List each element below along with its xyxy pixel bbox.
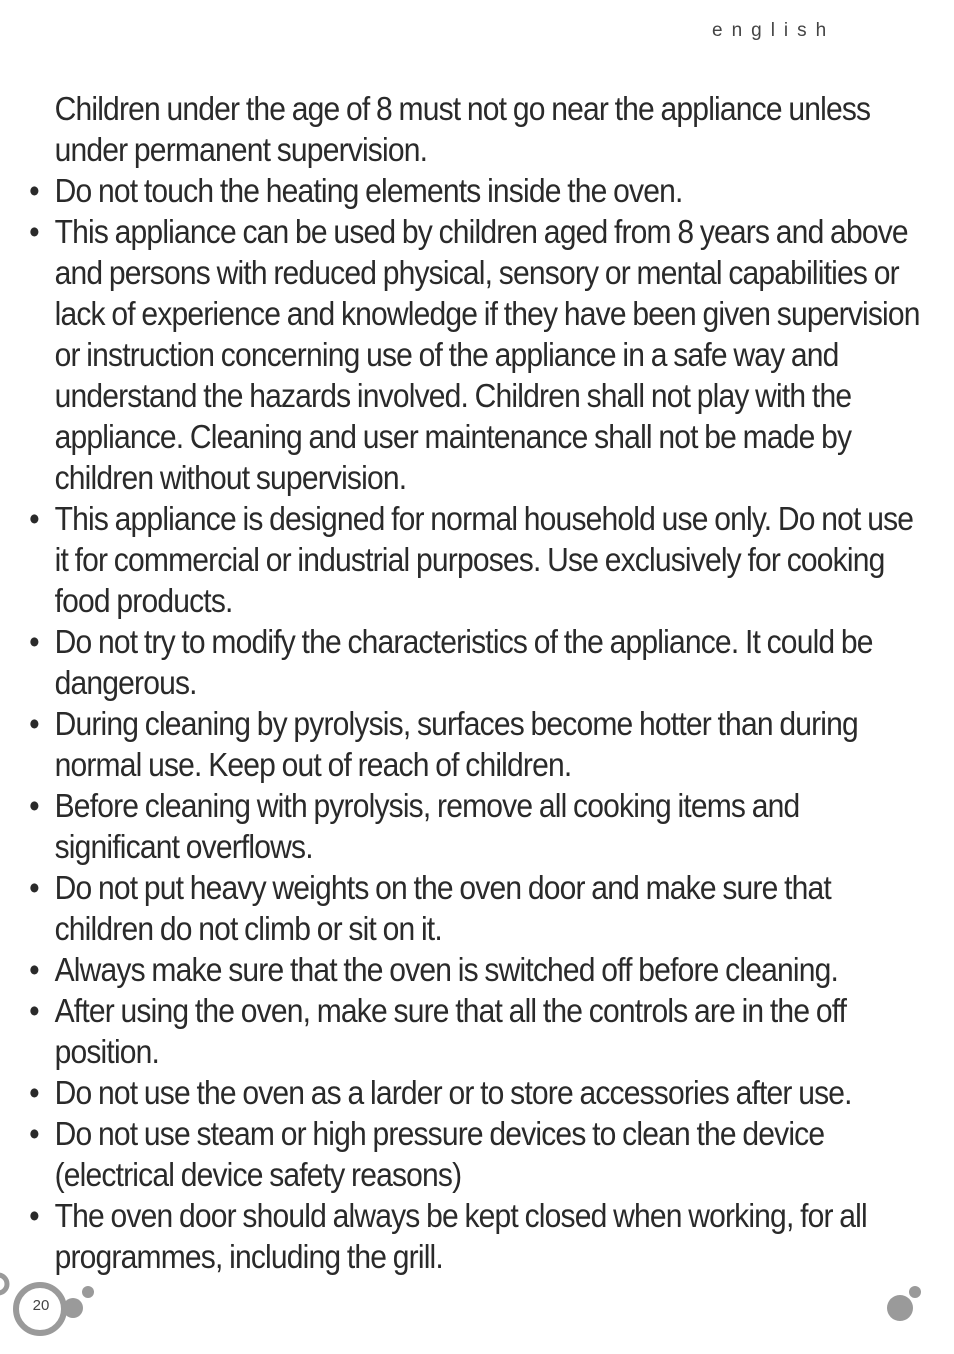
- footer-decoration: [0, 1264, 954, 1354]
- bullet-text: Do not touch the heating elements inside the oven.: [54, 172, 683, 209]
- bullet-item: [0, 211, 945, 498]
- bullet-item: [0, 703, 945, 785]
- bullet-text: The oven door should always be kept closed when working, for all programmes, including the grill.: [54, 1197, 867, 1275]
- bullet-dot: •: [29, 869, 39, 906]
- bullet-text: Do not try to modify the characteristics of the appliance. It could be dangerous.: [54, 623, 873, 701]
- right-tiny-dot-icon: [909, 1286, 921, 1298]
- bullet-dot: •: [29, 1074, 39, 1111]
- bullet-dot: •: [29, 1115, 39, 1152]
- bullet-dot: •: [29, 500, 39, 537]
- bullet-item: [0, 990, 945, 1072]
- bullet-text: Do not use the oven as a larder or to store accessories after use.: [54, 1074, 852, 1111]
- bullet-text: Do not use steam or high pressure devices to clean the device (electrical device safety reasons): [54, 1115, 825, 1193]
- bullet-item: [0, 867, 945, 949]
- bullet-item: [0, 621, 945, 703]
- tiny-dot-icon: [82, 1286, 94, 1298]
- page-number: 20: [32, 1297, 50, 1314]
- bullet-text: Before cleaning with pyrolysis, remove all cooking items and significant overflows.: [54, 787, 800, 865]
- bullet-dot: •: [29, 213, 39, 250]
- bullet-text: This appliance is designed for normal household use only. Do not use it for commercial or industrial purposes. Use exclusively for cooking food products.: [54, 500, 914, 619]
- bullet-dot: •: [29, 705, 39, 742]
- left-partial-ring-icon: [0, 1275, 7, 1293]
- bullet-item: [0, 1072, 945, 1113]
- bullet-dot: •: [29, 787, 39, 824]
- bullet-dot: •: [29, 1197, 39, 1234]
- bullet-item: [0, 949, 945, 990]
- intro-paragraph: Children under the age of 8 must not go near the appliance unless under permanent supervision.: [54, 90, 871, 168]
- right-dot-icon: [887, 1295, 913, 1321]
- bullet-item: [0, 498, 945, 621]
- bullet-text: After using the oven, make sure that all the controls are in the off position.: [54, 992, 847, 1070]
- bullet-dot: •: [29, 623, 39, 660]
- bullet-text: This appliance can be used by children aged from 8 years and above and persons with reduced physical, sensory or mental capabilities or lack of experience and knowledge if they have been given supervision or instruction concerning use of the appliance in a safe way and understand the hazards involved. Children shall not play with the appliance. Cleaning and user maintenance shall not be made by children without supervision.: [54, 213, 920, 496]
- language-label: english: [712, 20, 836, 41]
- bullet-dot: •: [29, 172, 39, 209]
- bullet-item: [0, 1113, 945, 1195]
- bullet-text: Always make sure that the oven is switched off before cleaning.: [54, 951, 838, 988]
- safety-instructions: [0, 88, 954, 1277]
- bullet-item: [0, 785, 945, 867]
- bullet-dot: •: [29, 992, 39, 1029]
- bullet-dot: •: [29, 951, 39, 988]
- bullet-text: Do not put heavy weights on the oven door and make sure that children do not climb or sit on it.: [54, 869, 831, 947]
- bullet-item: [0, 170, 945, 211]
- bullet-text: During cleaning by pyrolysis, surfaces become hotter than during normal use. Keep out of reach of children.: [54, 705, 858, 783]
